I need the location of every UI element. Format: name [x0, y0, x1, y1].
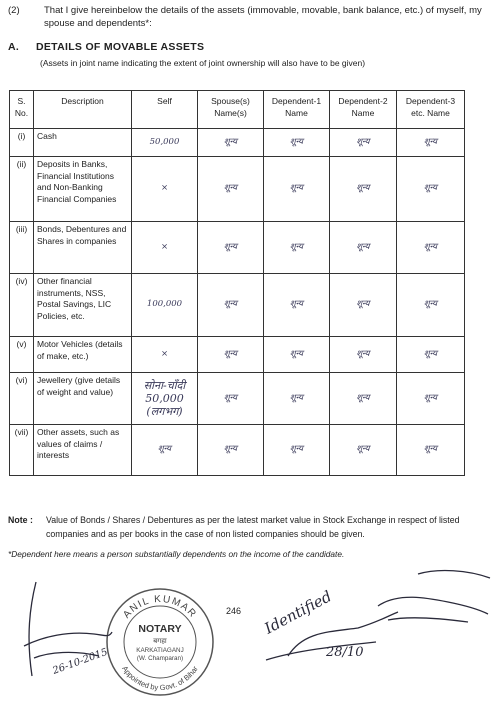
row-dep2-value: शून्य [330, 274, 397, 337]
row-spouse-value: शून्य [198, 337, 264, 373]
identified-note: Identified [261, 587, 335, 638]
header-dependent-3: Dependent-3 etc. Name [397, 91, 465, 129]
stamp-bottom-text: Appointed by Govt. of Bihar [120, 664, 200, 693]
row-sno: (iii) [10, 222, 34, 274]
section-subnote: (Assets in joint name indicating the extent of joint ownership will also have to be given) [40, 58, 366, 68]
right-handwriting [258, 562, 494, 672]
left-date: 26-10-2015 [51, 646, 110, 677]
header-spouse: Spouse(s) Name(s) [198, 91, 264, 129]
row-self-value: × [132, 337, 198, 373]
table-row [10, 373, 465, 425]
table-row [10, 337, 465, 373]
header-self: Self [132, 91, 198, 129]
table-row [10, 157, 465, 222]
note-text: Value of Bonds / Shares / Debentures as per the latest market value in Stock Exchange in respect of listed companies and as per books in the case of non listed companies should be given. [46, 515, 460, 539]
row-self-value: × [132, 222, 198, 274]
row-dep3-value: शून्य [397, 373, 465, 425]
row-dep1-value: शून्य [264, 425, 330, 476]
dependent-footnote: *Dependent here means a person substantially dependents on the income of the candidate. [8, 549, 345, 559]
row-sno: (i) [10, 129, 34, 157]
row-spouse-value: शून्य [198, 274, 264, 337]
row-dep2-value: शून्य [330, 373, 397, 425]
row-description: Cash [34, 129, 132, 157]
intro-number: (2) [8, 5, 20, 16]
row-dep2-value: शून्य [330, 129, 397, 157]
row-self-value: × [132, 157, 198, 222]
row-spouse-value: शून्य [198, 157, 264, 222]
table-row [10, 274, 465, 337]
row-spouse-value: शून्य [198, 129, 264, 157]
row-description: Motor Vehicles (details of make, etc.) [34, 337, 132, 373]
row-description: Bonds, Debentures and Shares in companies [34, 222, 132, 274]
row-sno: (v) [10, 337, 34, 373]
header-dependent-2: Dependent-2 Name [330, 91, 397, 129]
row-dep1-value: शून्य [264, 222, 330, 274]
signature-stroke [388, 618, 468, 622]
stamp-line-3: (W. Champaran) [136, 655, 184, 662]
row-self-value: 100,000 [132, 274, 198, 337]
row-description: Deposits in Banks, Financial Institutions and Non-Banking Financial Companies [34, 157, 132, 222]
row-sno: (ii) [10, 157, 34, 222]
row-self-value: सोना-चाँदी 50,000 (लगभग) [132, 373, 198, 425]
row-dep1-value: शून्य [264, 157, 330, 222]
row-dep1-value: शून्य [264, 373, 330, 425]
stamp-top-text: ANIL KUMAR [121, 593, 199, 621]
row-dep2-value: शून्य [330, 337, 397, 373]
row-dep2-value: शून्य [330, 425, 397, 476]
page-number: 246 [226, 606, 242, 616]
table-header-row [10, 91, 465, 129]
row-spouse-value: शून्य [198, 373, 264, 425]
row-description: Other assets, such as values of claims / interests [34, 425, 132, 476]
movable-assets-table [9, 90, 465, 476]
note-label: Note : [8, 515, 33, 525]
section-letter: A. [8, 41, 20, 53]
header-sno: S. No. [10, 91, 34, 129]
row-dep3-value: शून्य [397, 157, 465, 222]
signature-stroke [378, 597, 488, 614]
signature-stroke [29, 582, 36, 676]
row-dep3-value: शून्य [397, 129, 465, 157]
row-dep3-value: शून्य [397, 274, 465, 337]
intro-text: That I give hereinbelow the details of the assets (immovable, movable, bank balance, etc.) of myself, my spouse and dependents*: [44, 5, 482, 29]
row-dep1-value: शून्य [264, 274, 330, 337]
row-spouse-value: शून्य [198, 425, 264, 476]
header-description: Description [34, 91, 132, 129]
signature-stroke [418, 571, 490, 578]
row-sno: (vii) [10, 425, 34, 476]
row-dep1-value: शून्य [264, 337, 330, 373]
stamp-line-1: बगहा [153, 638, 167, 645]
row-dep3-value: शून्य [397, 337, 465, 373]
table-row [10, 129, 465, 157]
row-dep2-value: शून्य [330, 157, 397, 222]
section-title: DETAILS OF MOVABLE ASSETS [36, 41, 205, 53]
right-date: 28/10 [326, 645, 364, 660]
row-dep1-value: शून्य [264, 129, 330, 157]
row-description: Jewellery (give details of weight and value) [34, 373, 132, 425]
row-self-value: शून्य [132, 425, 198, 476]
stamp-line-2: KARKATIAGANJ [136, 647, 184, 654]
table-row [10, 222, 465, 274]
row-description: Other financial instruments, NSS, Postal Savings, LIC Policies, etc. [34, 274, 132, 337]
row-dep2-value: शून्य [330, 222, 397, 274]
row-sno: (vi) [10, 373, 34, 425]
row-spouse-value: शून्य [198, 222, 264, 274]
row-dep3-value: शून्य [397, 425, 465, 476]
row-self-value: 50,000 [132, 129, 198, 157]
row-dep3-value: शून्य [397, 222, 465, 274]
signature-stroke [24, 632, 112, 646]
table-row [10, 425, 465, 476]
header-dependent-1: Dependent-1 Name [264, 91, 330, 129]
stamp-middle-text: NOTARY [138, 623, 182, 635]
left-signature [14, 576, 124, 701]
row-sno: (iv) [10, 274, 34, 337]
